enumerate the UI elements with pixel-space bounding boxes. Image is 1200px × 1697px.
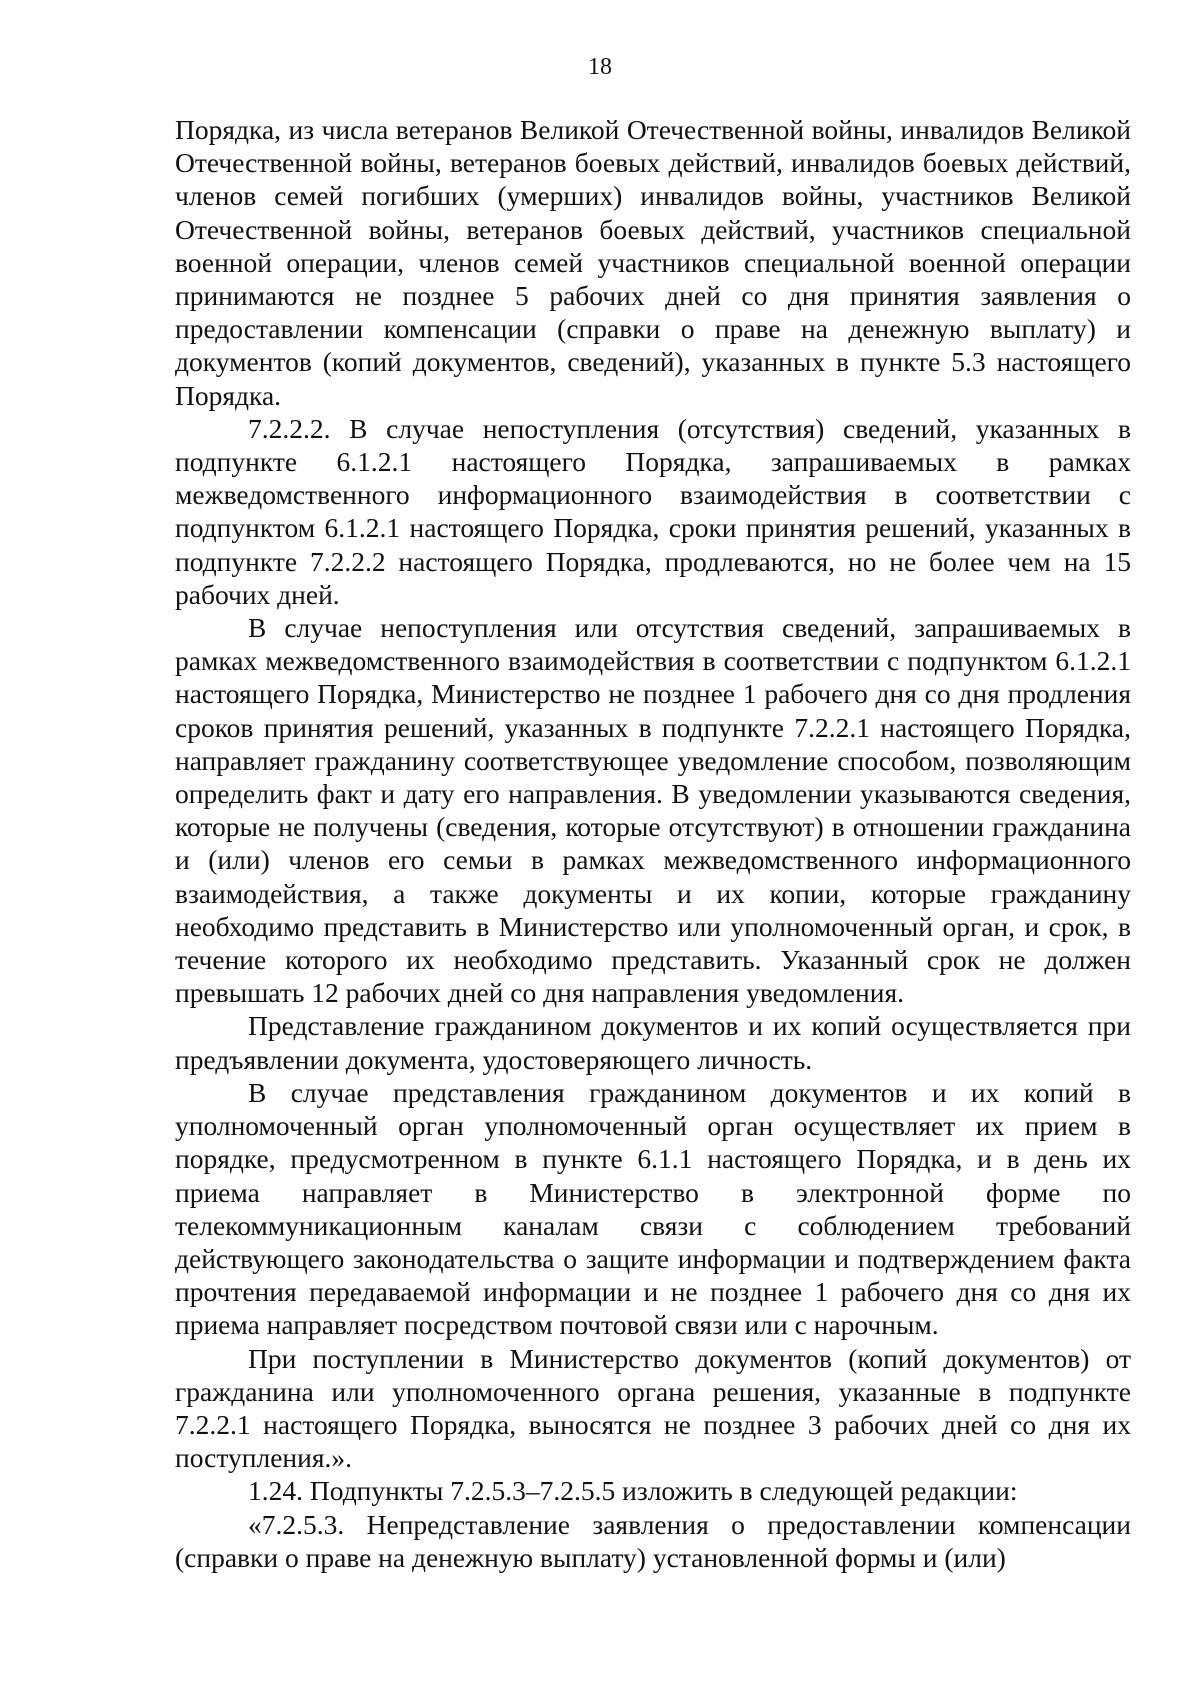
- document-body: [175, 113, 1131, 1574]
- page-number: 18: [588, 54, 612, 80]
- paragraph-7: 1.24. Подпункты 7.2.5.3–7.2.5.5 изложить в следующей редакции:: [248, 1475, 1018, 1507]
- paragraph-4: Представление гражданином документов и их копий осуществляется при предъявлении документа, удостоверяющего личность.: [175, 1010, 1131, 1075]
- paragraph-3: В случае непоступления или отсутствия сведений, запрашиваемых в рамках межведомственного взаимодействия в соответствии с подпунктом 6.1.2.1 настоящего Порядка, Министерство не позднее 1 рабочего дня со дня продления сроков принятия решений, указанных в подпункте 7.2.2.1 настоящего Порядка, направляет гражданину соответствующее уведомление способом, позволяющим определить факт и дату его направления. В уведомлении указываются сведения, которые не получены (сведения, которые отсутствуют) в отношении гражданина и (или) членов его семьи в рамках межведомственного информационного взаимодействия, а также документы и их копии, которые гражданину необходимо представить в Министерство или уполномоченный орган, и срок, в течение которого их необходимо представить. Указанный срок не должен превышать 12 рабочих дней со дня направления уведомления.: [175, 612, 1131, 1009]
- paragraph-2: 7.2.2.2. В случае непоступления (отсутствия) сведений, указанных в подпункте 6.1.2.1 настоящего Порядка, запрашиваемых в рамках межведомственного информационного взаимодействия в соответствии с подпунктом 6.1.2.1 настоящего Порядка, сроки принятия решений, указанных в подпункте 7.2.2.2 настоящего Порядка, продлеваются, но не более чем на 15 рабочих дней.: [175, 412, 1131, 610]
- paragraph-6: При поступлении в Министерство документов (копий документов) от гражданина или уполномоченного органа решения, указанные в подпункте 7.2.2.1 настоящего Порядка, выносятся не позднее 3 рабочих дней со дня их поступления.».: [175, 1342, 1131, 1474]
- paragraph-5: В случае представления гражданином документов и их копий в уполномоченный орган уполномоченный орган осуществляет их прием в порядке, предусмотренном в пункте 6.1.1 настоящего Порядка, и в день их приема направляет в Министерство в электронной форме по телекоммуникационным каналам связи с соблюдением требований действующего законодательства о защите информации и подтверждением факта прочтения передаваемой информации и не позднее 1 рабочего дня со дня их приема направляет посредством почтовой связи или с нарочным.: [175, 1076, 1131, 1341]
- paragraph-1: Порядка, из числа ветеранов Великой Отечественной войны, инвалидов Великой Отечественной войны, ветеранов боевых действий, инвалидов боевых действий, членов семей погибших (умерших) инвалидов войны, участников Великой Отечественной войны, ветеранов боевых действий, участников специальной военной операции, членов семей участников специальной военной операции принимаются не позднее 5 рабочих дней со дня принятия заявления о предоставлении компенсации (справки о праве на денежную выплату) и документов (копий документов, сведений), указанных в пункте 5.3 настоящего Порядка.: [175, 114, 1131, 411]
- paragraph-8: «7.2.5.3. Непредставление заявления о предоставлении компенсации (справки о праве на денежную выплату) установленной формы и (или): [175, 1508, 1131, 1573]
